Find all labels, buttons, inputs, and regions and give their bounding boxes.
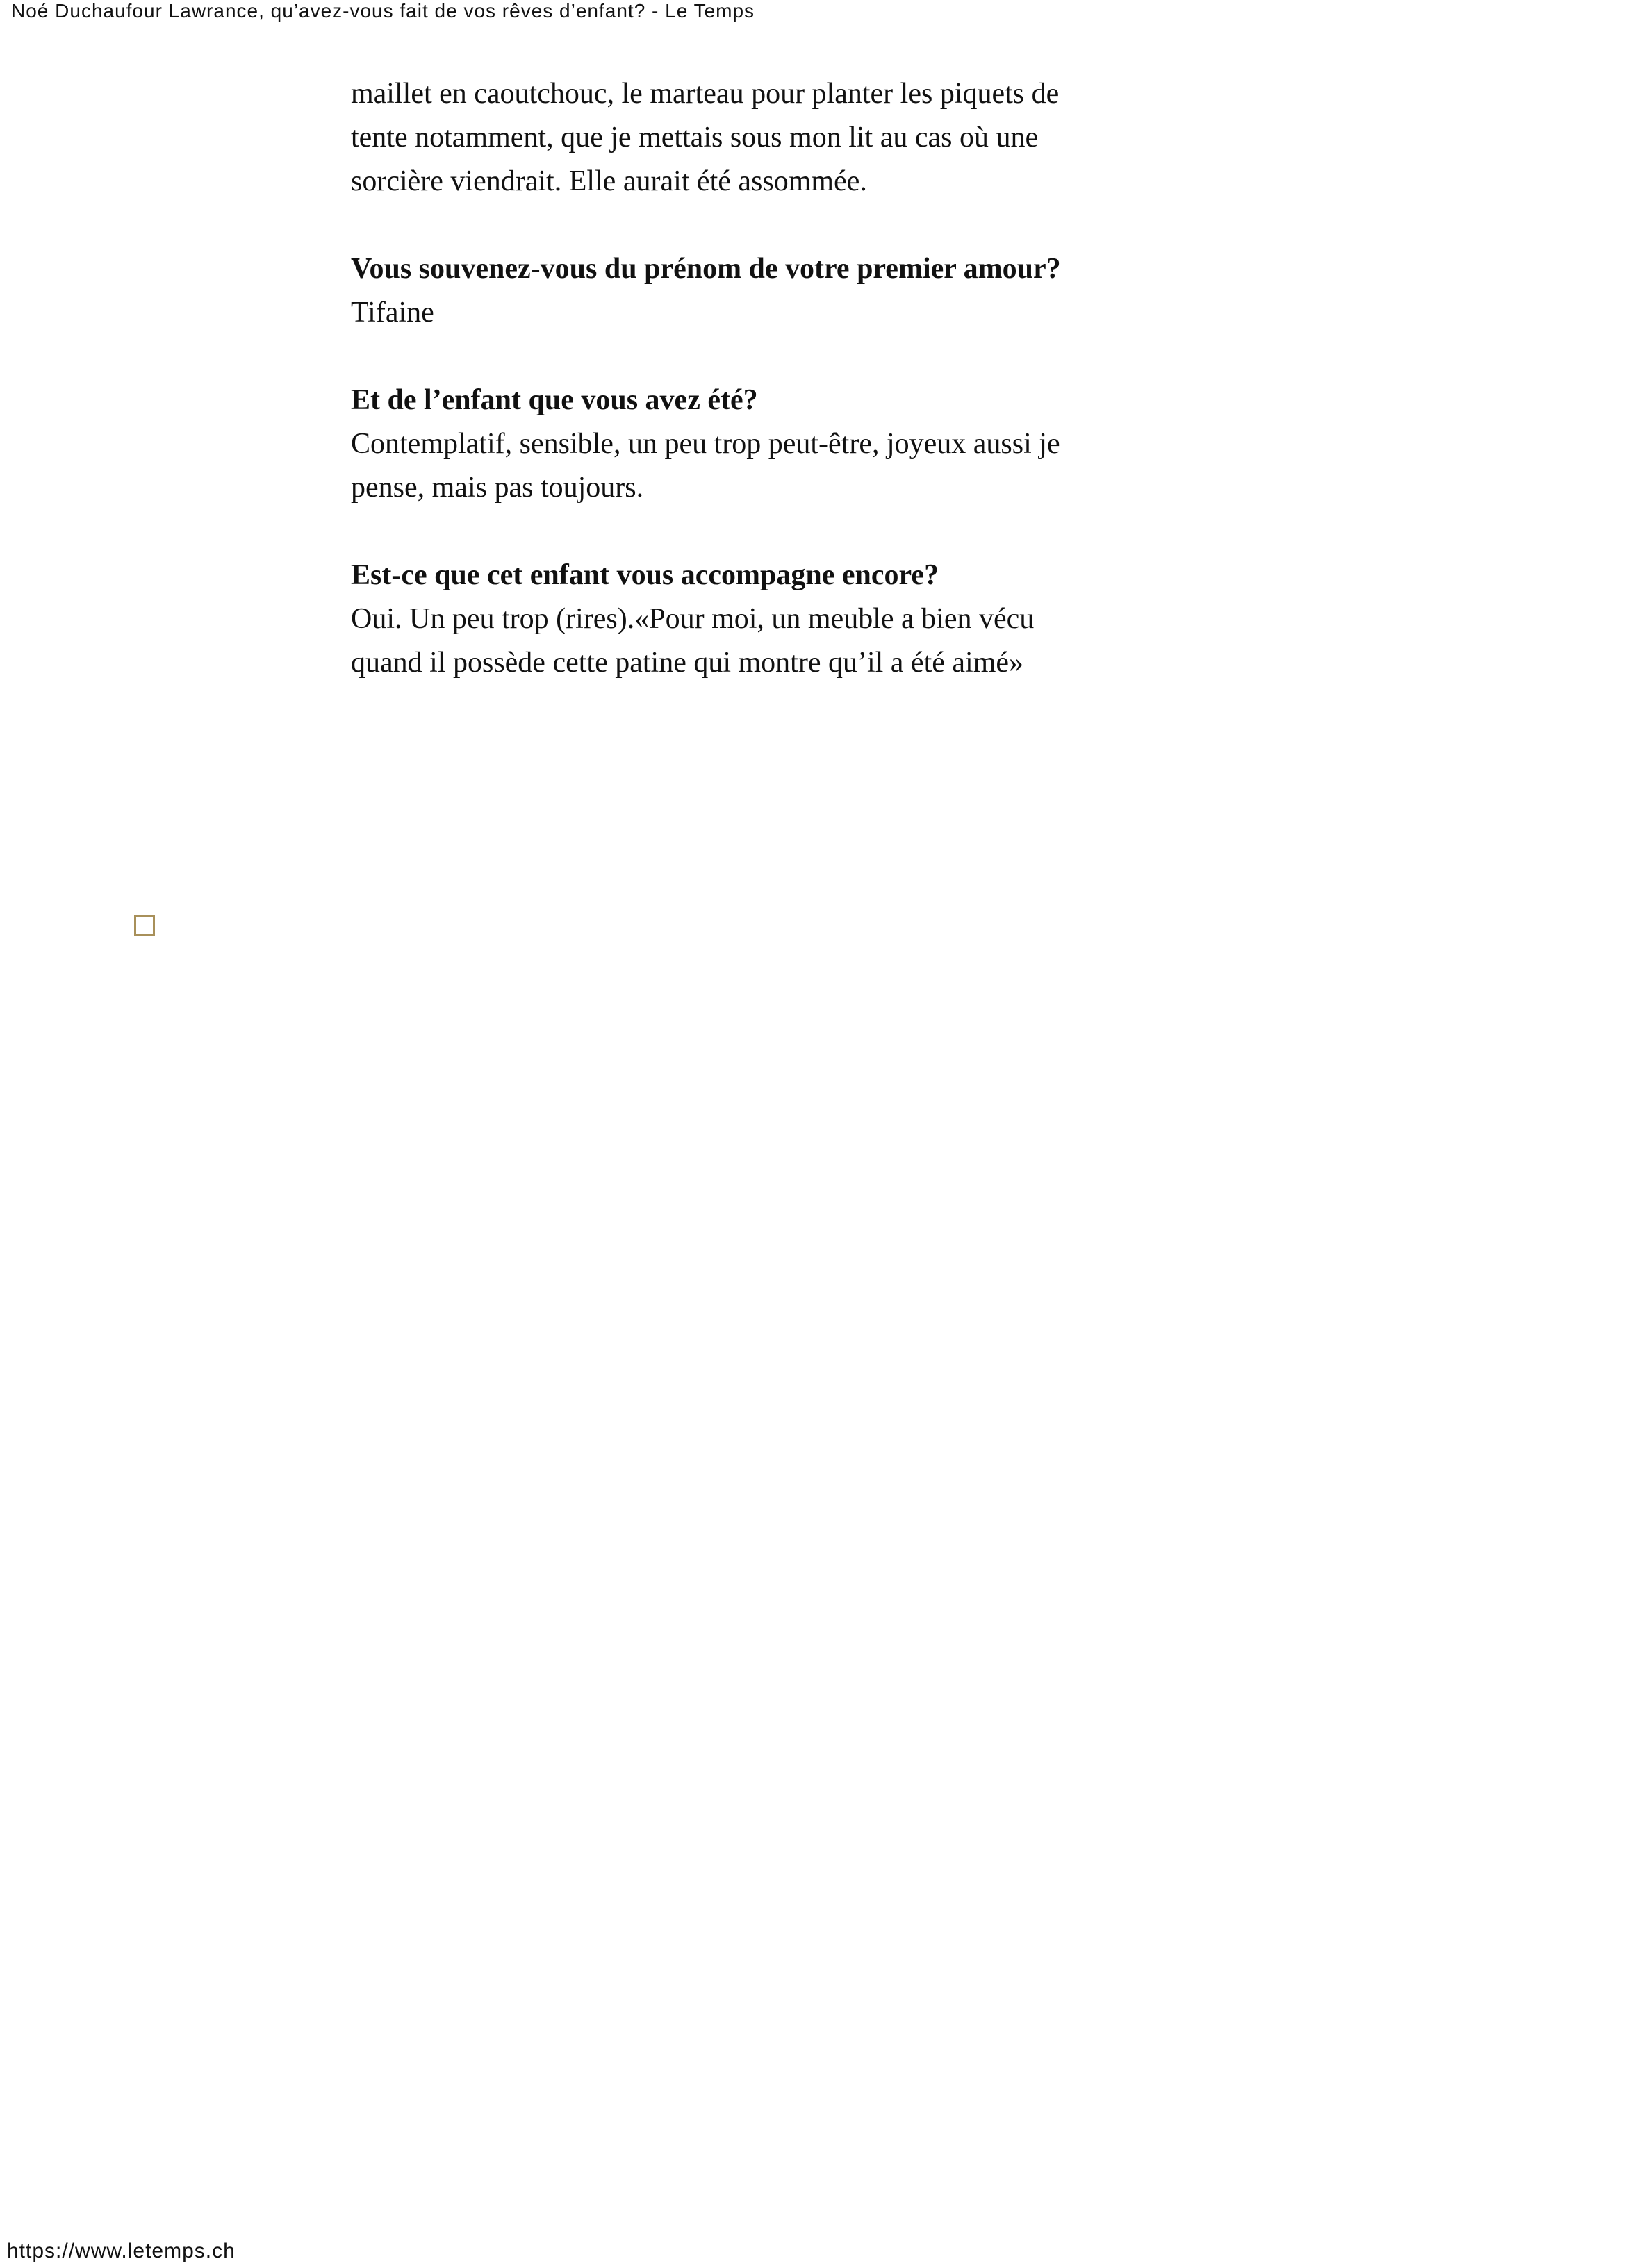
checkbox[interactable] (134, 915, 155, 936)
text-line: maillet en caoutchouc, le marteau pour planter les piquets de (351, 78, 1060, 110)
qa-block-first-love (351, 247, 1212, 335)
page-url-footer: https://www.letemps.ch (7, 2240, 236, 2262)
question: Est-ce que cet enfant vous accompagne encore? (351, 559, 939, 591)
answer (351, 422, 1212, 510)
question: Et de l’enfant que vous avez été? (351, 384, 758, 416)
qa-block-childhood (351, 379, 1212, 510)
article-body (351, 72, 1212, 685)
page-title-header: Noé Duchaufour Lawrance, qu’avez-vous fait de vos rêves d’enfant? - Le Temps (11, 0, 755, 22)
qa-block-inner-child (351, 554, 1212, 685)
question: Vous souvenez-vous du prénom de votre premier amour? (351, 253, 1061, 285)
intro-paragraph (351, 72, 1212, 204)
text-line: quand il possède cette patine qui montre qu’il a été aimé» (351, 647, 1024, 679)
answer (351, 597, 1212, 685)
text-line: pense, mais pas toujours. (351, 472, 644, 504)
text-line: Tifaine (351, 297, 434, 329)
answer (351, 291, 1212, 335)
text-line: sorcière viendrait. Elle aurait été assommée. (351, 165, 867, 197)
text-line: Contemplatif, sensible, un peu trop peut-être, joyeux aussi je (351, 428, 1060, 460)
text-line: tente notamment, que je mettais sous mon lit au cas où une (351, 122, 1039, 154)
text-line: Oui. Un peu trop (rires).«Pour moi, un meuble a bien vécu (351, 603, 1035, 635)
